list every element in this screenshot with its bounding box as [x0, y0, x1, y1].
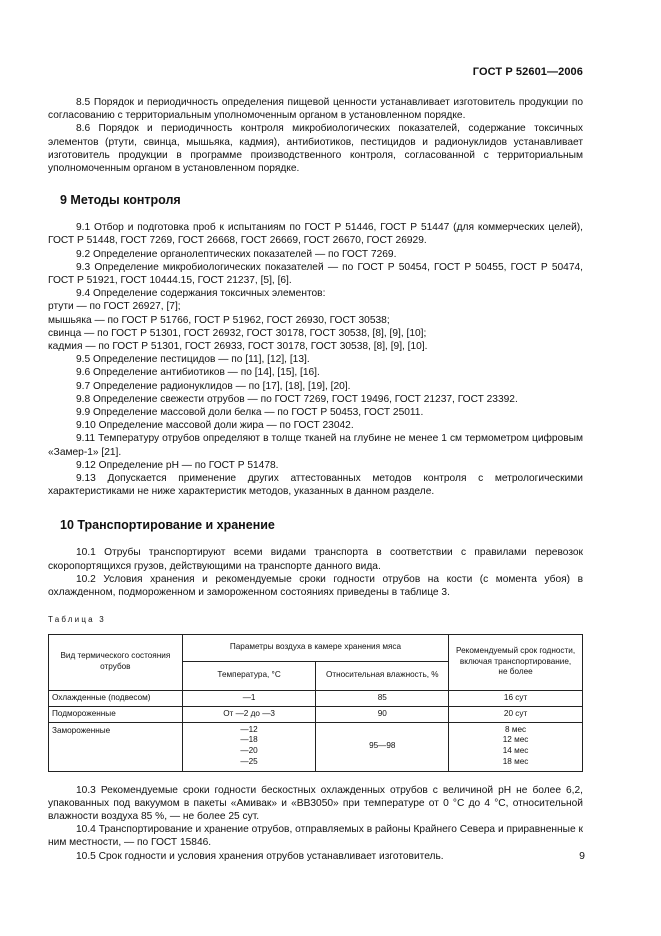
toxic-lead: свинца — по ГОСТ Р 51301, ГОСТ 26932, ГОСТ 30178, ГОСТ 30538, [8], [9], [10];	[48, 327, 427, 339]
paragraph-9-9: 9.9 Определение массовой доли белка — по ГОСТ Р 50453, ГОСТ 25011.	[76, 407, 424, 419]
header-humidity: Относительная влажность, %	[316, 661, 449, 690]
cell-shelf-life: 20 сут	[449, 706, 583, 722]
cell-state: Охлажденные (подвесом)	[49, 690, 183, 706]
cell-state: Замороженные	[49, 722, 183, 771]
paragraph-9-3: 9.3 Определение микробиологических показателей — по ГОСТ Р 50454, ГОСТ Р 50455, ГОСТ Р 50474, ГОСТ Р 51921, ГОСТ 10444.15, ГОСТ 21237, [5], [6].	[48, 261, 583, 287]
cell-state: Подмороженные	[49, 706, 183, 722]
paragraph-9-11: 9.11 Температуру отрубов определяют в толще тканей на глубине не менее 1 см термометром цифровым «Замер-1» [21].	[48, 433, 583, 458]
table-header-row	[49, 634, 583, 661]
paragraph-8-5: 8.5 Порядок и периодичность определения пищевой ценности устанавливает изготовитель продукции по согласованию с территориальным уполномоченным органом в установленном порядке.	[48, 97, 583, 122]
cell-temperature: От —2 до —3	[182, 706, 316, 722]
document-body	[48, 96, 583, 863]
document-header: ГОСТ Р 52601—2006	[472, 66, 583, 78]
paragraph-9-10: 9.10 Определение массовой доли жира — по ГОСТ 23042.	[76, 420, 354, 432]
table-row	[49, 706, 583, 722]
cell-humidity: 90	[316, 706, 449, 722]
temperature-value: —12	[240, 724, 258, 734]
paragraph-9-12: 9.12 Определение pH — по ГОСТ Р 51478.	[76, 459, 279, 471]
paragraph-9-1: 9.1 Отбор и подготовка проб к испытаниям по ГОСТ Р 51446, ГОСТ Р 51447 (для коммерческих целей), ГОСТ Р 51448, ГОСТ 7269, ГОСТ 26668, ГОСТ 26669, ГОСТ 26670, ГОСТ 26929.	[48, 222, 583, 247]
shelf-life-value: 18 мес	[502, 756, 529, 766]
paragraph-8-6: 8.6 Порядок и периодичность контроля микробиологических показателей, содержание токсичных элементов (ртути, свинца, мышьяка, кадмия), антибиотиков, пестицидов и радионуклидов устанавливает изготовитель продукции в программе производственного контроля, согласованной с территориальным уполномоченным органом в установленном порядке.	[48, 123, 583, 175]
header-temperature: Температура, °С	[182, 661, 316, 690]
table-3-caption: Таблица 3	[48, 615, 106, 625]
section-10-title: 10 Транспортирование и хранение	[60, 518, 275, 533]
table-row	[49, 722, 583, 771]
paragraph-10-5: 10.5 Срок годности и условия хранения отрубов устанавливает изготовитель.	[76, 850, 444, 862]
cell-temperature: —1	[182, 690, 316, 706]
paragraph-9-7: 9.7 Определение радионуклидов — по [17], [18], [19], [20].	[76, 380, 351, 392]
paragraph-10-1: 10.1 Отрубы транспортируют всеми видами транспорта в соответствии с правилами перевозок скоропортящихся грузов, действующими на транспорте данного вида.	[48, 547, 583, 572]
toxic-arsenic: мышьяка — по ГОСТ Р 51766, ГОСТ Р 51962, ГОСТ 26930, ГОСТ 30538;	[48, 314, 390, 326]
paragraph-10-4: 10.4 Транспортирование и хранение отрубов, отправляемых в районы Крайнего Севера и приравненные к ним местности, — по ГОСТ 15846.	[48, 824, 583, 849]
toxic-mercury: ртути — по ГОСТ 26927, [7];	[48, 301, 181, 313]
table-row	[49, 690, 583, 706]
table-3	[48, 634, 583, 772]
cell-temperature-group	[182, 722, 316, 771]
header-air-params: Параметры воздуха в камере хранения мяса	[182, 634, 448, 661]
paragraph-10-3: 10.3 Рекомендуемые сроки годности бескостных охлажденных отрубов с величиной pH не более 6,2, упакованных под вакуумом в пакеты «Амивак» и «ВВ3050» при температуре от 0 °С до 4 °С, относительной влажности воздуха 85 %, — не более 25 сут.	[48, 784, 583, 822]
shelf-life-value: 12 мес	[502, 735, 529, 745]
spacer	[48, 772, 583, 784]
paragraph-9-13: 9.13 Допускается применение других аттестованных методов контроля с метрологическими характеристиками не ниже характеристик методов, указанных в данном разделе.	[48, 473, 583, 498]
shelf-life-value: 8 мес	[505, 724, 527, 734]
temperature-value: —18	[240, 735, 258, 745]
paragraph-10-2: 10.2 Условия хранения и рекомендуемые сроки годности отрубов на кости (с момента убоя) в охлажденном, подмороженном и замороженном состояниях приведены в таблице 3.	[48, 573, 583, 599]
paragraph-9-2: 9.2 Определение органолептических показателей — по ГОСТ 7269.	[76, 248, 397, 260]
shelf-life-value: 14 мес	[502, 746, 529, 755]
cell-humidity: 85	[316, 690, 449, 706]
cell-shelf-life-group	[449, 722, 583, 771]
header-shelf-life: Рекомендуемый срок годности, включая транспортирование, не более	[449, 634, 583, 690]
temperature-value: —25	[240, 756, 258, 766]
toxic-cadmium: кадмия — по ГОСТ Р 51301, ГОСТ 26933, ГОСТ 30178, ГОСТ 30538, [8], [9], [10].	[48, 341, 428, 353]
temperature-value: —20	[240, 746, 258, 755]
paragraph-9-6: 9.6 Определение антибиотиков — по [14], [15], [16].	[76, 367, 320, 379]
header-state: Вид термического состояния отрубов	[49, 634, 183, 690]
cell-shelf-life: 16 сут	[449, 690, 583, 706]
cell-humidity: 95—98	[316, 722, 449, 771]
page-number: 9	[579, 850, 585, 862]
paragraph-9-8: 9.8 Определение свежести отрубов — по ГОСТ 7269, ГОСТ 19496, ГОСТ 21237, ГОСТ 23392.	[76, 393, 518, 405]
section-9-title: 9 Методы контроля	[60, 193, 181, 208]
paragraph-9-4: 9.4 Определение содержания токсичных элементов:	[76, 288, 326, 300]
paragraph-9-5: 9.5 Определение пестицидов — по [11], [12], [13].	[76, 354, 310, 366]
